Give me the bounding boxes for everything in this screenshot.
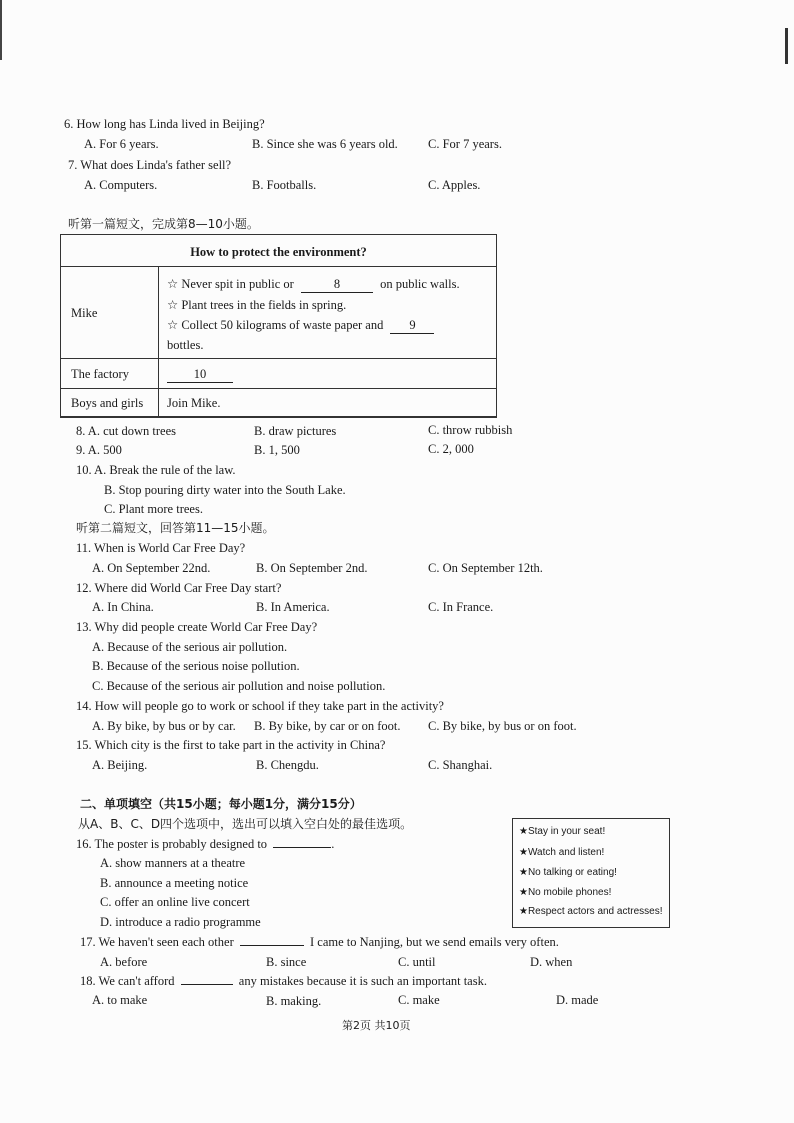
q16-option-d: D. introduce a radio programme: [100, 915, 261, 929]
part2-heading: 二、单项填空（共15小题；每小题1分，满分15分）: [80, 797, 362, 811]
table-row-factory: [61, 359, 496, 389]
q18-option-b: B. making.: [266, 994, 322, 1008]
q16-option-b: B. announce a meeting notice: [100, 876, 249, 890]
q16-option-c: C. offer an online live concert: [100, 895, 250, 909]
mike-line-3: ☆ Collect 50 kilograms of waste paper and 9: [167, 317, 434, 334]
q15-option-a: A. Beijing.: [92, 758, 148, 772]
section-11-15-heading: 听第二篇短文，回答第11—15小题。: [76, 521, 275, 535]
q8-option-c: C. throw rubbish: [428, 423, 513, 437]
question-17-stem: 17. We haven't seen each other I came to Nanjing, but we send emails very often.: [80, 935, 559, 949]
q7-option-c: C. Apples.: [428, 178, 481, 192]
table-title: How to protect the environment?: [190, 245, 367, 259]
blank-9: 9: [390, 317, 434, 334]
q17-option-d: D. when: [530, 955, 573, 969]
blank-17: [240, 945, 304, 946]
poster-line: ★No mobile phones!: [519, 887, 612, 898]
q15-option-c: C. Shanghai.: [428, 758, 493, 772]
q11-option-c: C. On September 12th.: [428, 561, 543, 575]
q12-option-a: A. In China.: [92, 600, 154, 614]
q9-option-b: B. 1, 500: [254, 443, 300, 457]
table-row-boys-girls: [61, 389, 496, 417]
q14-option-c: C. By bike, by bus or on foot.: [428, 719, 577, 733]
q13-option-a: A. Because of the serious air pollution.: [92, 640, 288, 654]
question-18-stem: 18. We can't afford any mistakes because it is such an important task.: [80, 974, 487, 988]
poster-line: ★No talking or eating!: [519, 867, 617, 878]
q17-option-c: C. until: [398, 955, 436, 969]
q11-option-b: B. On September 2nd.: [256, 561, 368, 575]
q18-option-a: A. to make: [92, 993, 148, 1007]
factory-label: The factory: [71, 367, 129, 381]
q17-option-a: A. before: [100, 955, 148, 969]
q6-option-a: A. For 6 years.: [84, 137, 159, 151]
question-16-stem: 16. The poster is probably designed to .: [76, 837, 335, 851]
blank-18: [181, 984, 233, 985]
q10-option-c: C. Plant more trees.: [104, 502, 203, 516]
question-11-stem: 11. When is World Car Free Day?: [76, 541, 246, 555]
table-title-row: [61, 235, 496, 267]
q17-option-b: B. since: [266, 955, 307, 969]
scan-edge-mark: [0, 0, 2, 60]
q10-option-b: B. Stop pouring dirty water into the South Lake.: [104, 483, 346, 497]
q7-option-a: A. Computers.: [84, 178, 158, 192]
question-14-stem: 14. How will people go to work or school if they take part in the activity?: [76, 699, 444, 713]
mike-line-4: bottles.: [167, 338, 204, 352]
question-9: 9. A. 500: [76, 443, 122, 457]
q12-option-b: B. In America.: [256, 600, 330, 614]
question-8: 8. A. cut down trees: [76, 424, 176, 438]
question-12-stem: 12. Where did World Car Free Day start?: [76, 581, 282, 595]
mike-line-2: ☆ Plant trees in the fields in spring.: [167, 298, 347, 312]
question-7-stem: 7. What does Linda's father sell?: [68, 158, 232, 172]
question-13-stem: 13. Why did people create World Car Free Day?: [76, 620, 318, 634]
page-footer: 第2页 共10页: [342, 1019, 411, 1032]
poster-box: [512, 818, 670, 928]
blank-10: 10: [167, 366, 233, 383]
question-10: 10. A. Break the rule of the law.: [76, 463, 236, 477]
q6-option-b: B. Since she was 6 years old.: [252, 137, 398, 151]
blank-16: [273, 847, 331, 848]
q15-option-b: B. Chengdu.: [256, 758, 319, 772]
section-8-10-heading: 听第一篇短文，完成第8—10小题。: [68, 217, 259, 231]
part2-instruction: 从A、B、C、D四个选项中，选出可以填入空白处的最佳选项。: [78, 817, 413, 831]
q11-option-a: A. On September 22nd.: [92, 561, 211, 575]
q13-option-c: C. Because of the serious air pollution and noise pollution.: [92, 679, 386, 693]
q6-option-c: C. For 7 years.: [428, 137, 502, 151]
q18-option-c: C. make: [398, 993, 440, 1007]
q14-option-b: B. By bike, by car or on foot.: [254, 719, 401, 733]
q18-option-d: D. made: [556, 993, 599, 1007]
question-15-stem: 15. Which city is the first to take part in the activity in China?: [76, 738, 386, 752]
q12-option-c: C. In France.: [428, 600, 494, 614]
q16-option-a: A. show manners at a theatre: [100, 856, 246, 870]
scan-corner-mark: [775, 28, 788, 64]
mike-label: Mike: [71, 306, 98, 320]
poster-line: ★Watch and listen!: [519, 847, 605, 858]
environment-table: [60, 234, 497, 418]
q13-option-b: B. Because of the serious noise pollution.: [92, 659, 300, 673]
q14-option-a: A. By bike, by bus or by car.: [92, 719, 236, 733]
q9-option-c: C. 2, 000: [428, 442, 474, 456]
boys-girls-value: Join Mike.: [167, 396, 221, 410]
mike-line-1: ☆ Never spit in public or 8 on public walls.: [167, 277, 460, 291]
q8-option-b: B. draw pictures: [254, 424, 337, 438]
poster-line: ★Respect actors and actresses!: [519, 906, 663, 917]
boys-girls-label: Boys and girls: [71, 396, 144, 410]
q7-option-b: B. Footballs.: [252, 178, 317, 192]
poster-line: ★Stay in your seat!: [519, 826, 606, 837]
blank-8: 8: [301, 276, 373, 293]
table-row-mike: [61, 267, 496, 359]
question-6-stem: 6. How long has Linda lived in Beijing?: [64, 117, 265, 131]
table-divider: [158, 267, 159, 417]
